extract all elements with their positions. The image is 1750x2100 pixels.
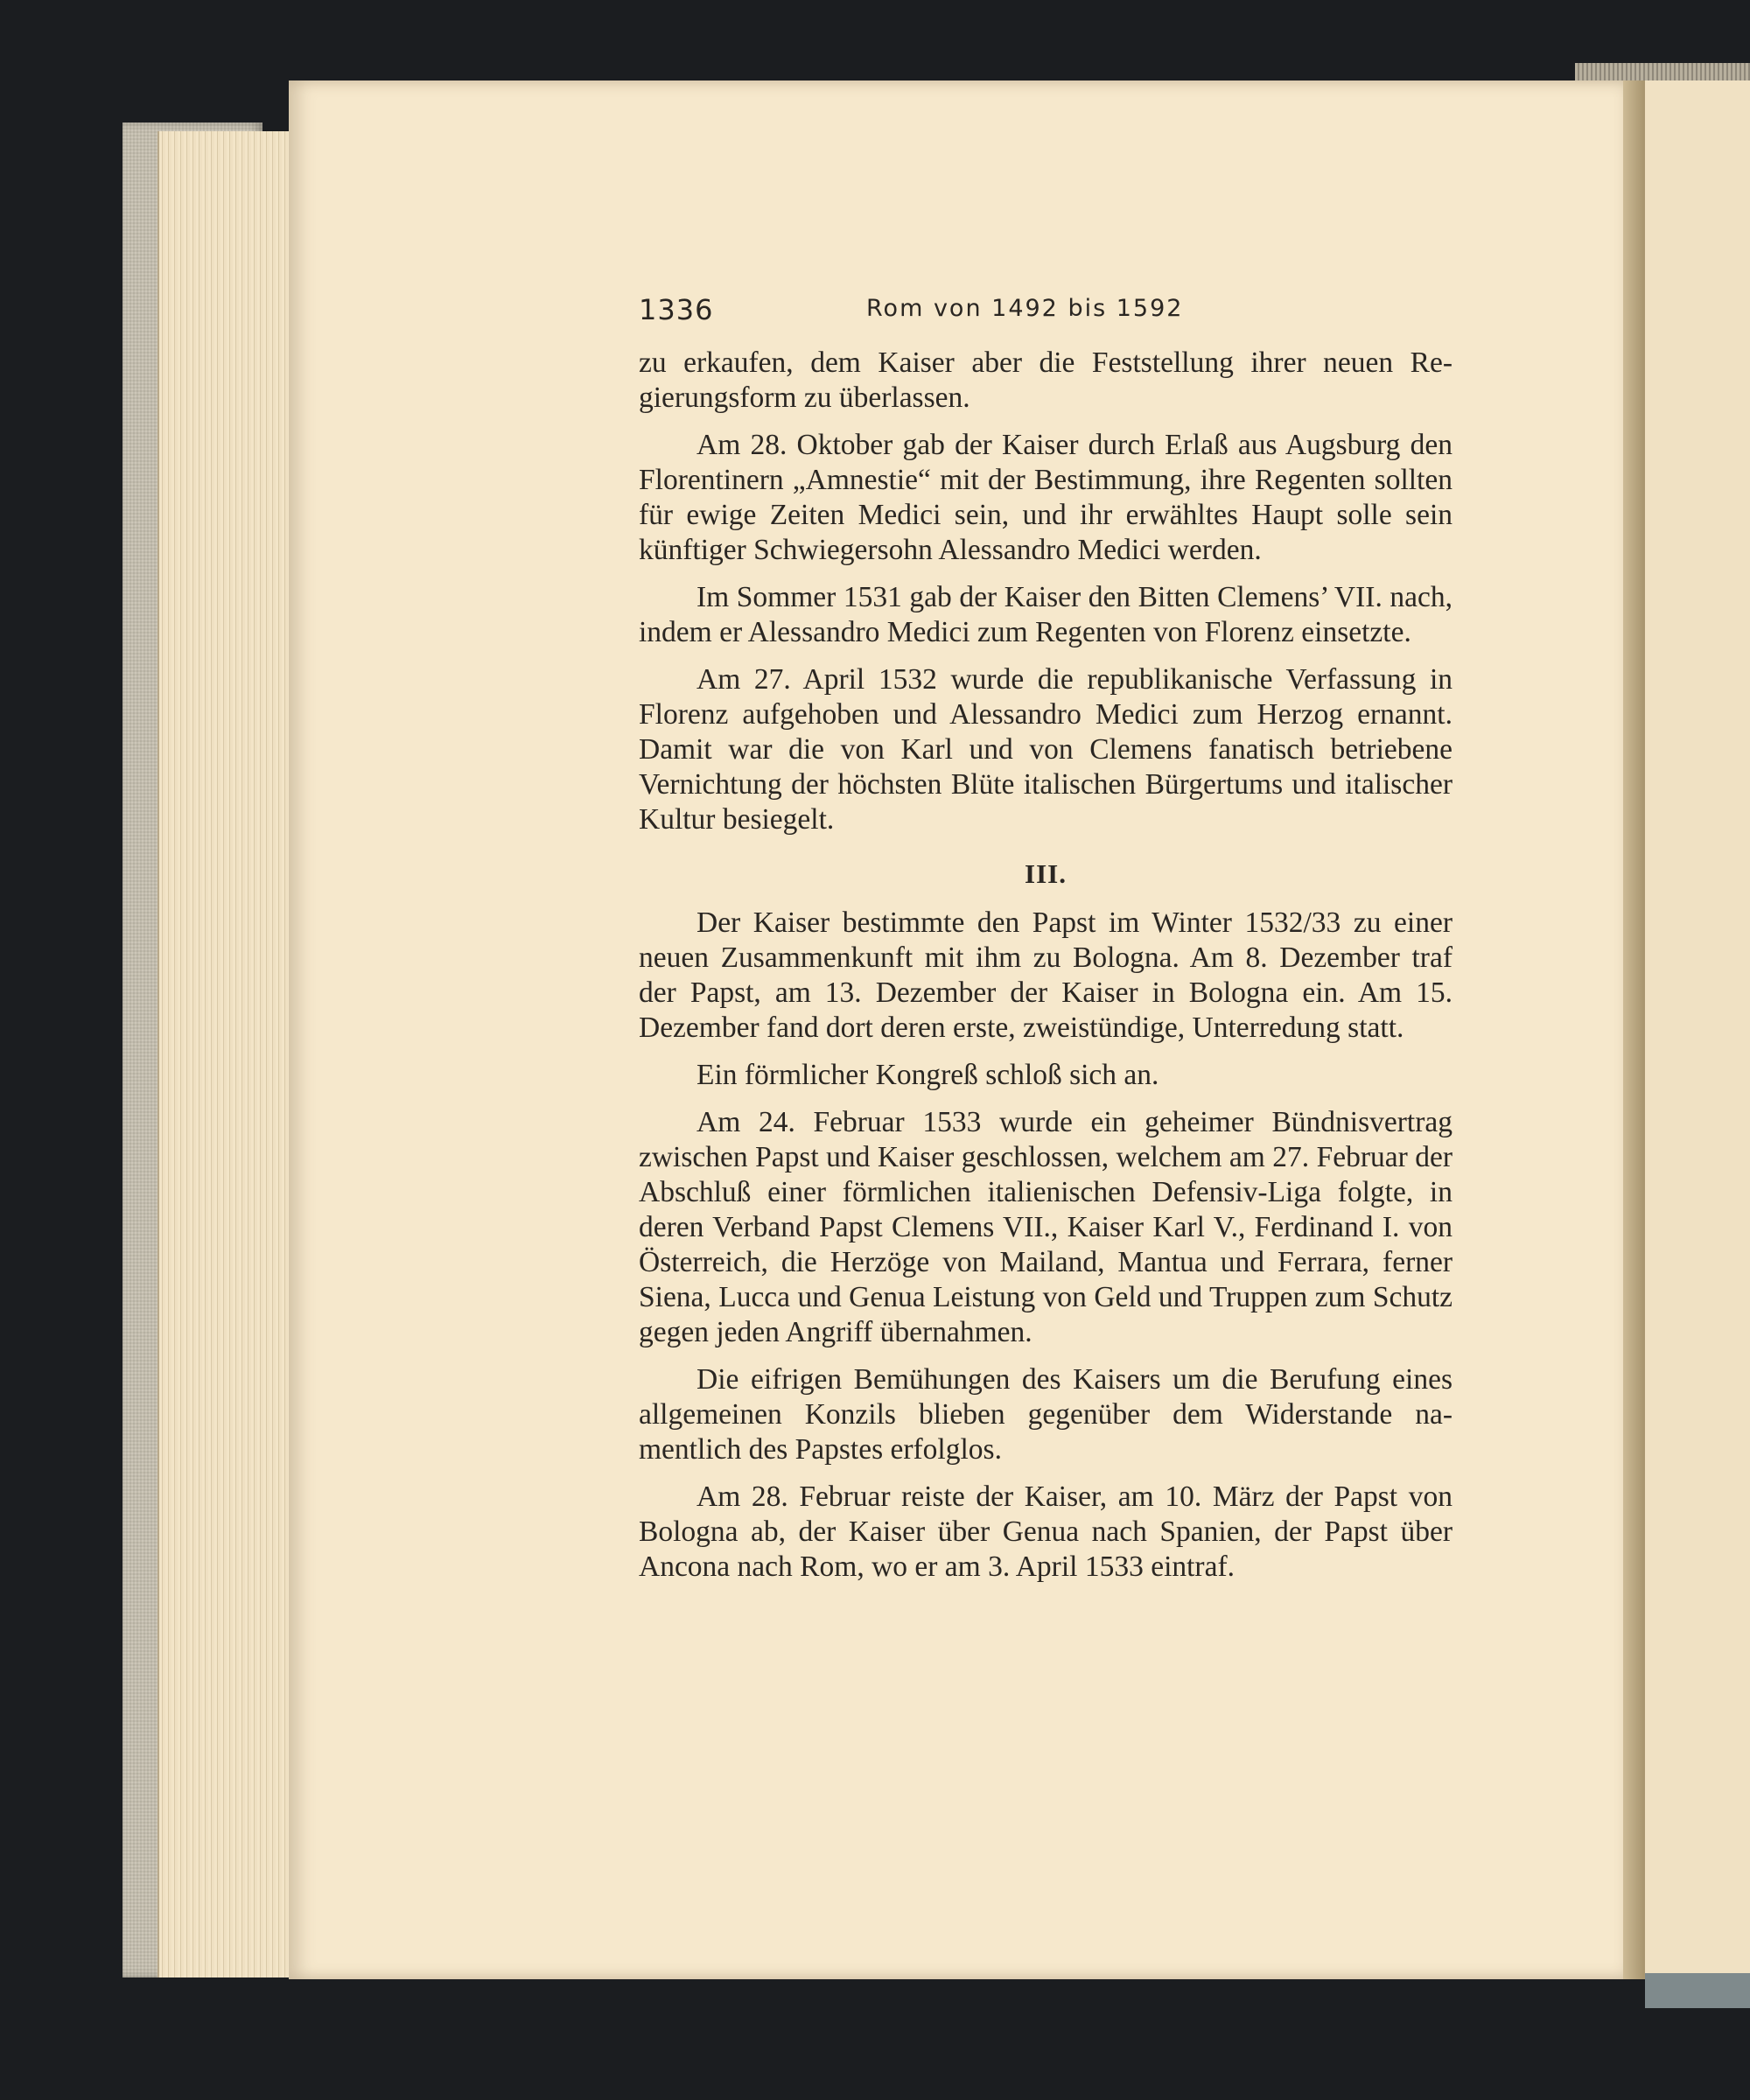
paragraph: Im Sommer 1531 gab der Kaiser den Bitten Clemens’ VII. nach, indem er Alessandro Medici zum Regenten von Florenz einsetzte. xyxy=(639,581,1452,648)
running-title: Rom von 1492 bis 1592 xyxy=(866,295,1184,322)
paragraph: Die eifrigen Bemühungen des Kaisers um die Berufung eines allgemeinen Konzils blieben gegenüber dem Widerstande namentlich des Papstes erfolglos. xyxy=(639,1363,1452,1466)
running-head xyxy=(639,293,1452,346)
paragraph: Am 24. Februar 1533 wurde ein geheimer Bündnisvertrag zwischen Papst und Kaiser geschlossen, welchem am 27. Februar der Abschluß einer förmlichen italienischen Defensiv-Liga folgte, in deren Verband Papst Clemens VII., Kaiser Karl V., Ferdinand I. von Österreich, die Herzöge von Mailand, Mantua und Ferrara, ferner Siena, Lucca und Genua Leistung von Geld und Truppen zum Schutz gegen jeden Angriff übernahmen. xyxy=(639,1106,1452,1348)
page-number: 1336 xyxy=(639,293,714,326)
section-number: III. xyxy=(1025,858,1067,889)
paragraph: Ein förmlicher Kongreß schloß sich an. xyxy=(696,1059,1159,1091)
paragraph: Am 27. April 1532 wurde die republikanische Verfassung in Florenz aufgehoben und Alessandro Medici zum Herzog ernannt. Damit war die von Karl und von Clemens fanatisch betriebene Vernichtung der höchsten Blüte italischen Bürgertums und italischer Kultur besiegelt. xyxy=(639,663,1452,836)
facing-page xyxy=(1645,80,1750,1979)
paragraph: Am 28. Februar reiste der Kaiser, am 10. März der Papst von Bologna ab, der Kaiser über Genua nach Spanien, der Papst über Ancona nach Rom, wo er am 3. April 1533 eintraf. xyxy=(639,1480,1452,1583)
paragraph: zu erkaufen, dem Kaiser aber die Feststellung ihrer neuen Regierungsform zu überlassen. xyxy=(639,346,1452,414)
paragraph: Der Kaiser bestimmte den Papst im Winter 1532/33 zu einer neuen Zusammenkunft mit ihm zu Bologna. Am 8. Dezember traf der Papst, am 13. Dezember der Kaiser in Bologna ein. Am 15. Dezember fand dort deren erste, zweistündige, Unterredung statt. xyxy=(639,906,1452,1044)
text-block xyxy=(639,293,1452,1597)
paragraph: Am 28. Oktober gab der Kaiser durch Erlaß aus Augsburg den Florentinern „Amnestie“ mit der Bestimmung, ihre Regenten sollten für ewige Zeiten Medici sein, und ihr erwähltes Haupt solle sein künftiger Schwiegersohn Alessandro Medici werden. xyxy=(639,429,1452,566)
book-bottom-edge xyxy=(1645,1973,1750,2008)
